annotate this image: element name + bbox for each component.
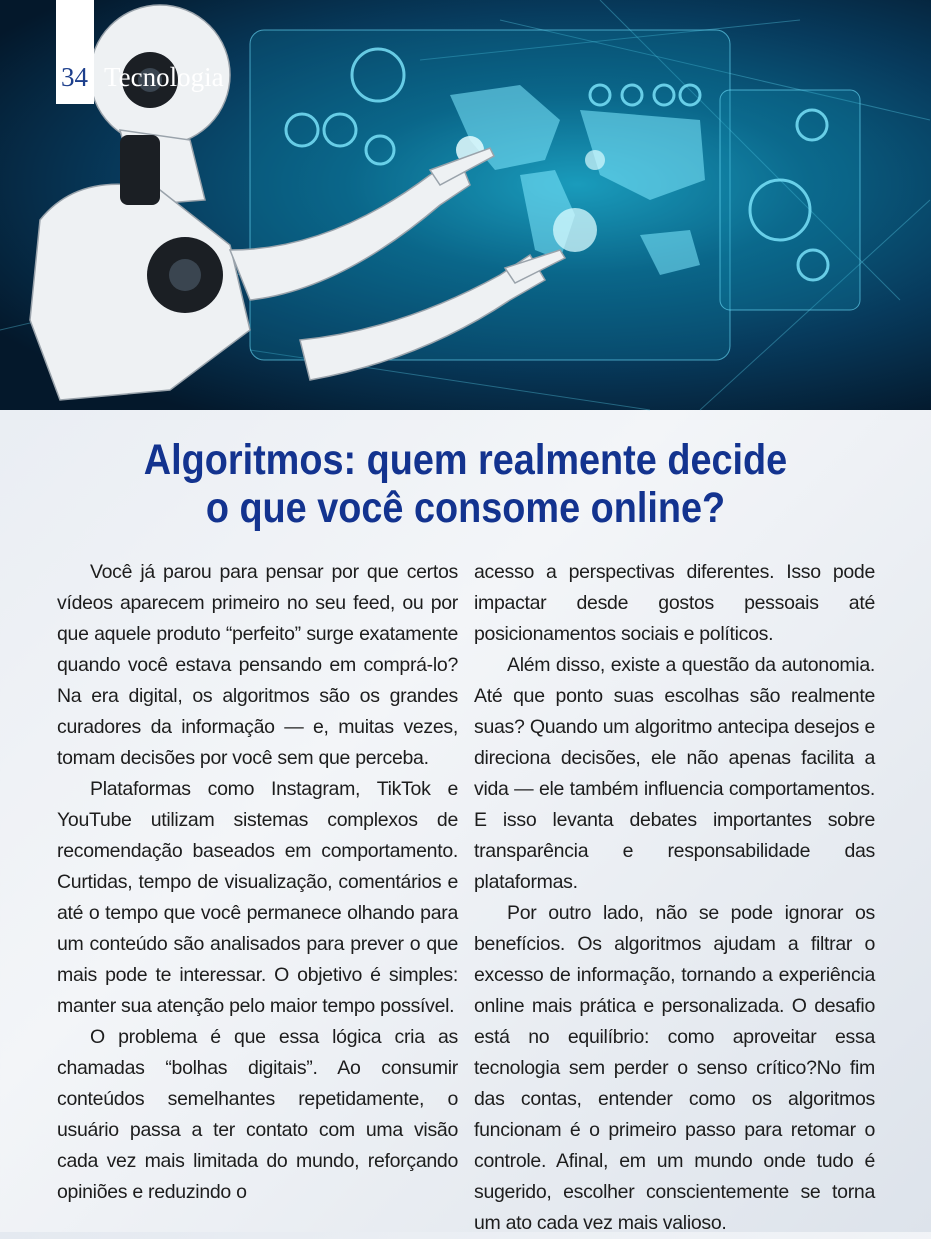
article-column-right (474, 557, 875, 1239)
page-number: 34 (61, 62, 88, 92)
paragraph: Além disso, existe a questão da autonomia. Até que ponto suas escolhas são realmente suas? Quando um algoritmo antecipa desejos e direciona decisões, ele não apenas facilita a vida — ele também influencia comportamentos. E isso levanta debates importantes sobre transparência e responsabilidade das plataformas. (474, 654, 875, 893)
article-title-line-2: o que você consome online? (205, 484, 726, 532)
paragraph: Plataformas como Instagram, TikTok e YouTube utilizam sistemas complexos de recomendação baseados em comportamento. Curtidas, tempo de visualização, comentários e até o tempo que você permanece olhando para um conteúdo são analisados para prever o que mais pode te interessar. O objetivo é simples: manter sua atenção pelo maior tempo possível. (57, 778, 458, 1017)
paragraph: O problema é que essa lógica cria as chamadas “bolhas digitais”. Ao consumir conteúdos semelhantes repetidamente, o usuário passa a ter contato com uma visão cada vez mais limitada do mundo, reforçando opiniões e reduzindo o (57, 1026, 458, 1203)
article-title (109, 436, 823, 532)
paragraph: Por outro lado, não se pode ignorar os benefícios. Os algoritmos ajudam a filtrar o excesso de informação, tornando a experiência online mais prática e personalizada. O desafio está no equilíbrio: como aproveitar essa tecnologia sem perder o senso crítico?No fim das contas, entender como os algoritmos funcionam é o primeiro passo para retomar o controle. Afinal, em um mundo onde tudo é sugerido, escolher conscientemente se torna um ato cada vez mais valioso. (474, 902, 875, 1234)
article-column-left (57, 557, 458, 1208)
section-label: Tecnologia (104, 62, 224, 92)
paragraph-continuation: acesso a perspectivas diferentes. Isso pode impactar desde gostos pessoais até posicionamentos sociais e políticos. (474, 561, 875, 645)
article-title-line-1: Algoritmos: quem realmente decide (143, 436, 788, 484)
paragraph: Você já parou para pensar por que certos vídeos aparecem primeiro no seu feed, ou por que aquele produto “perfeito” surge exatamente quando você estava pensando em comprá-lo? Na era digital, os algoritmos são os grandes curadores da informação — e, muitas vezes, tomam decisões por você sem que perceba. (57, 561, 458, 769)
